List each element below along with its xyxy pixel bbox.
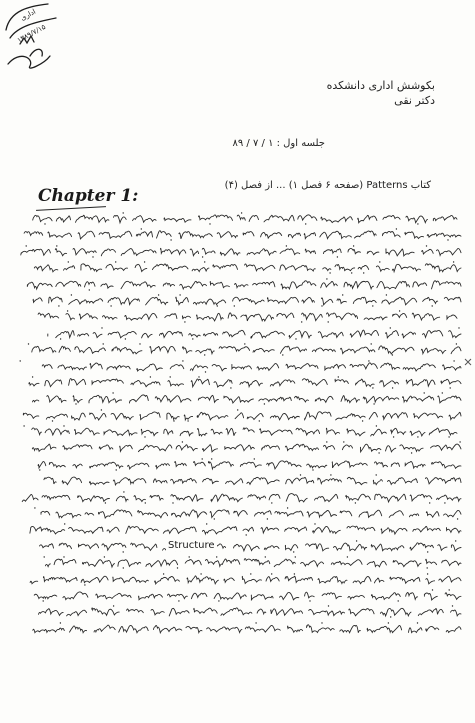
header-line-2: دکتر نقی: [394, 94, 435, 107]
handwritten-line: [14, 472, 463, 488]
handwritten-line: [14, 489, 463, 505]
handwritten-line: [14, 439, 463, 455]
handwritten-line: [14, 603, 463, 619]
handwritten-line: [14, 505, 463, 521]
handwritten-line: [14, 226, 463, 242]
handwritten-line: [14, 210, 463, 226]
handwritten-line: [14, 243, 463, 259]
handwritten-line: [14, 571, 463, 587]
signature-stamp-icon: [0, 0, 72, 72]
handwritten-body: [14, 210, 463, 723]
handwritten-line: [14, 358, 463, 374]
handwritten-line: [14, 374, 463, 390]
handwritten-line: [14, 390, 463, 406]
handwritten-line: [14, 341, 463, 357]
chapter-title: Chapter 1:: [38, 186, 139, 206]
handwritten-line: [14, 423, 463, 439]
header-line-1: بکوشش اداری دانشکده: [326, 79, 435, 92]
handwritten-line: [14, 325, 463, 341]
handwritten-line: [14, 292, 463, 308]
inline-english-word: Structure: [168, 540, 215, 551]
handwritten-line: [14, 538, 463, 554]
handwritten-line: [14, 620, 463, 636]
book-reference: کتاب Patterns (صفحه ۶ فصل ۱) ... از فصل (۴): [224, 180, 431, 191]
handwritten-line: [14, 554, 463, 570]
session-date: جلسه اول : ۱ / ۷ / ۸۹: [232, 138, 325, 149]
handwritten-line: [14, 407, 463, 423]
handwritten-line: [14, 259, 463, 275]
stamp-text-1: اداری: [19, 7, 38, 23]
margin-mark-icon: [463, 352, 473, 362]
handwritten-line: [14, 276, 463, 292]
handwritten-line: [14, 308, 463, 324]
handwritten-line: [14, 587, 463, 603]
handwritten-line: [14, 456, 463, 472]
stamp-date: ۱۳۸۹/۷/۱۵: [15, 22, 48, 45]
handwritten-line: [14, 521, 463, 537]
document-header: [327, 78, 435, 108]
